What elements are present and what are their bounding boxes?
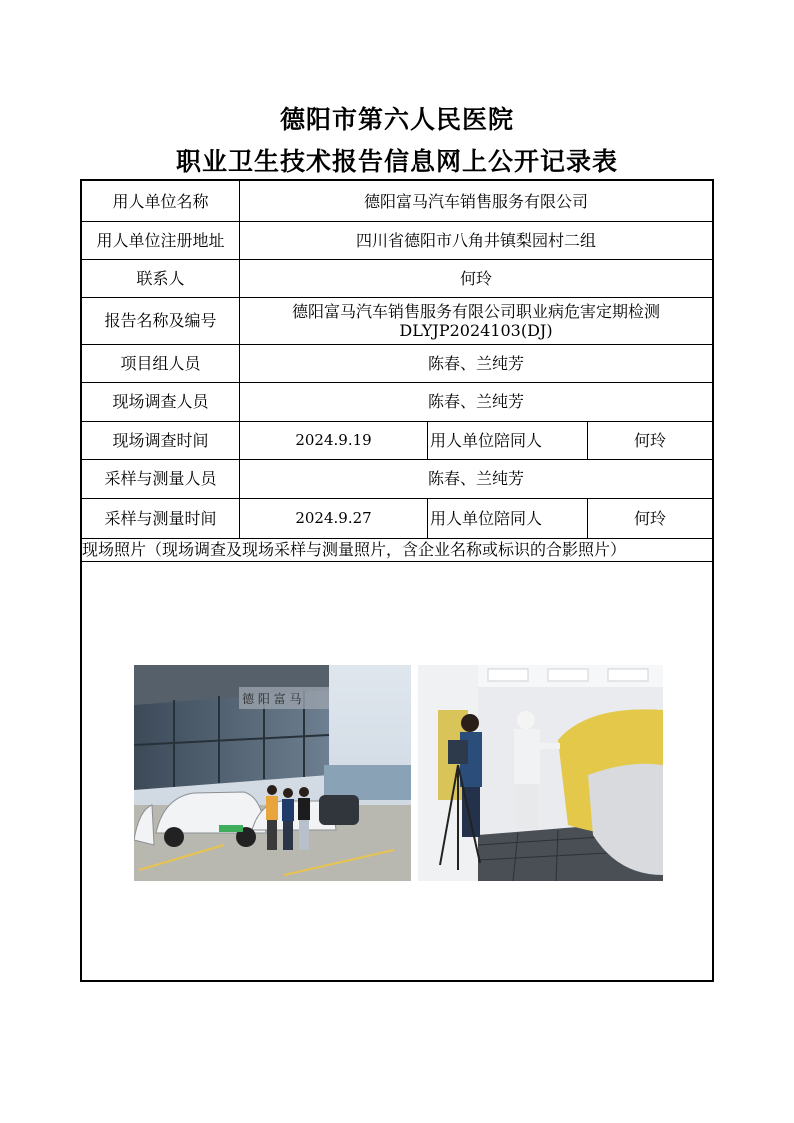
- team-value: 陈春、兰纯芳: [427, 353, 524, 373]
- photos-caption: 现场照片（现场调查及现场采样与测量照片，含企业名称或标识的合影照片）: [82, 538, 712, 562]
- team-label: 项目组人员: [82, 344, 240, 382]
- page-title-line2: 职业卫生技术报告信息网上公开记录表: [175, 147, 618, 176]
- report-label: 报告名称及编号: [82, 297, 240, 344]
- row-report: [82, 297, 712, 345]
- row-employer-name: [82, 181, 712, 222]
- address-label: 用人单位注册地址: [82, 221, 240, 259]
- employer-name-label: 用人单位名称: [82, 181, 240, 221]
- report-number: DLYJP2024103(DJ): [399, 320, 553, 340]
- survey-time-value: 2024.9.19: [240, 421, 428, 459]
- sampling-time-label: 采样与测量时间: [82, 498, 240, 538]
- employer-name-value: 德阳富马汽车销售服务有限公司: [363, 191, 588, 211]
- row-sampling-staff: [82, 459, 712, 499]
- address-value: 四川省德阳市八角井镇梨园村二组: [355, 230, 596, 250]
- people-group: [266, 785, 310, 850]
- sampling-accompany-value: 何玲: [633, 508, 666, 528]
- contact-label: 联系人: [82, 259, 240, 297]
- survey-accompany-label: 用人单位陪同人: [428, 421, 588, 459]
- record-form: [80, 179, 714, 982]
- report-value: [240, 297, 712, 344]
- sampling-accompany-label: 用人单位陪同人: [428, 498, 588, 538]
- row-survey-time: [82, 421, 712, 460]
- sampling-instrument-icon: [448, 740, 468, 764]
- row-sampling-time: [82, 498, 712, 539]
- sampling-staff-label: 采样与测量人员: [82, 459, 240, 498]
- page-title-line1: 德阳市第六人民医院: [279, 105, 514, 134]
- row-address: [82, 221, 712, 260]
- building-sign-text: 德 阳 富 马: [242, 692, 302, 706]
- row-team: [82, 344, 712, 383]
- sampling-staff-value: 陈春、兰纯芳: [427, 469, 524, 488]
- storefront-group-photo: [134, 665, 411, 881]
- survey-accompany-value: 何玲: [633, 430, 666, 450]
- survey-time-label: 现场调查时间: [82, 421, 240, 459]
- row-survey-staff: [82, 382, 712, 422]
- paint-booth-sampling-photo: [418, 665, 663, 881]
- row-contact: [82, 259, 712, 298]
- sampling-time-value: 2024.9.27: [240, 498, 428, 538]
- contact-value: 何玲: [459, 268, 492, 288]
- survey-staff-value: 陈春、兰纯芳: [427, 392, 524, 411]
- report-name: 德阳富马汽车销售服务有限公司职业病危害定期检测: [291, 301, 660, 321]
- survey-staff-label: 现场调查人员: [82, 382, 240, 421]
